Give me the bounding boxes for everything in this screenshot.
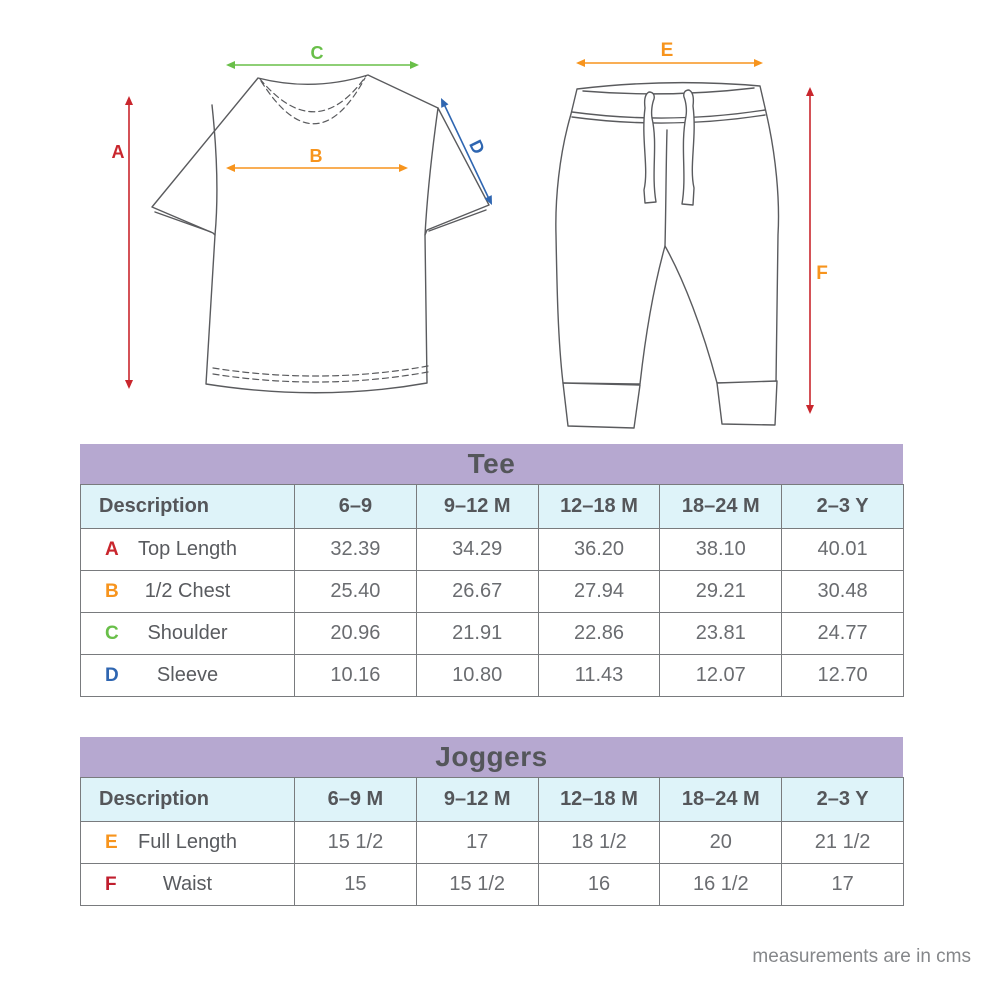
joggers-row-full-length-desc — [81, 822, 295, 864]
letter-d: D — [105, 664, 119, 686]
joggers-cuff-right — [717, 381, 777, 425]
value-cell: 21 1/2 — [782, 822, 904, 864]
dimension-arrow-a — [125, 96, 133, 389]
value-cell: 11.43 — [538, 655, 660, 697]
row-label: Shoulder — [147, 622, 228, 644]
value-cell: 20.96 — [295, 613, 417, 655]
tee-row-shoulder — [81, 613, 904, 655]
joggers-row-waist-desc — [81, 864, 295, 906]
row-label: Full Length — [138, 831, 237, 853]
value-cell: 10.16 — [295, 655, 417, 697]
tee-header-row — [81, 485, 904, 529]
tee-body-outline — [152, 75, 489, 393]
measurement-unit-note: measurements are in cms — [752, 946, 971, 967]
tee-row-top-length-desc — [81, 529, 295, 571]
value-cell: 15 1/2 — [295, 822, 417, 864]
joggers-col-description: Description — [81, 778, 295, 822]
tee-drawing — [152, 75, 489, 393]
joggers-col-size-3: 12–18 M — [538, 778, 660, 822]
garment-diagram — [0, 0, 1000, 440]
tee-row-shoulder-desc — [81, 613, 295, 655]
tee-label-b: B — [309, 146, 323, 166]
letter-a: A — [105, 538, 119, 560]
joggers-header-row — [81, 778, 904, 822]
value-cell: 17 — [416, 822, 538, 864]
tee-row-sleeve-desc — [81, 655, 295, 697]
value-cell: 15 — [295, 864, 417, 906]
value-cell: 17 — [782, 864, 904, 906]
tee-row-half-chest-desc — [81, 571, 295, 613]
joggers-table-title: Joggers — [80, 737, 903, 777]
value-cell: 38.10 — [660, 529, 782, 571]
value-cell: 16 — [538, 864, 660, 906]
tee-table — [80, 484, 904, 697]
tee-label-c: C — [310, 43, 324, 63]
tee-row-top-length — [81, 529, 904, 571]
value-cell: 15 1/2 — [416, 864, 538, 906]
value-cell: 36.20 — [538, 529, 660, 571]
value-cell: 10.80 — [416, 655, 538, 697]
tee-col-size-3: 12–18 M — [538, 485, 660, 529]
tee-col-size-4: 18–24 M — [660, 485, 782, 529]
joggers-label-e: E — [660, 40, 674, 61]
letter-c: C — [105, 622, 119, 644]
value-cell: 20 — [660, 822, 782, 864]
joggers-col-size-4: 18–24 M — [660, 778, 782, 822]
tee-size-table — [80, 444, 903, 697]
row-label: Sleeve — [156, 664, 219, 686]
tee-row-sleeve — [81, 655, 904, 697]
value-cell: 12.70 — [782, 655, 904, 697]
tee-col-size-2: 9–12 M — [416, 485, 538, 529]
value-cell: 40.01 — [782, 529, 904, 571]
joggers-body-outline — [556, 83, 779, 384]
value-cell: 23.81 — [660, 613, 782, 655]
tee-col-description: Description — [81, 485, 295, 529]
letter-e: E — [105, 831, 118, 853]
tee-col-size-1: 6–9 — [295, 485, 417, 529]
value-cell: 27.94 — [538, 571, 660, 613]
value-cell: 30.48 — [782, 571, 904, 613]
value-cell: 34.29 — [416, 529, 538, 571]
joggers-col-size-5: 2–3 Y — [782, 778, 904, 822]
value-cell: 29.21 — [660, 571, 782, 613]
joggers-label-f: F — [816, 263, 828, 284]
tee-label-d: D — [465, 136, 489, 158]
tee-label-a: A — [111, 142, 125, 162]
value-cell: 22.86 — [538, 613, 660, 655]
value-cell: 32.39 — [295, 529, 417, 571]
joggers-table — [80, 777, 904, 906]
value-cell: 18 1/2 — [538, 822, 660, 864]
row-label: 1/2 Chest — [144, 580, 231, 602]
value-cell: 21.91 — [416, 613, 538, 655]
tee-col-size-5: 2–3 Y — [782, 485, 904, 529]
joggers-col-size-1: 6–9 M — [295, 778, 417, 822]
joggers-col-size-2: 9–12 M — [416, 778, 538, 822]
tee-table-title: Tee — [80, 444, 903, 484]
joggers-cuff-left — [563, 383, 640, 428]
joggers-size-table — [80, 737, 903, 906]
dimension-arrow-f — [806, 87, 814, 414]
row-label: Waist — [162, 873, 213, 895]
value-cell: 26.67 — [416, 571, 538, 613]
letter-b: B — [105, 580, 119, 602]
value-cell: 25.40 — [295, 571, 417, 613]
row-label: Top Length — [138, 538, 237, 560]
joggers-row-full-length — [81, 822, 904, 864]
joggers-drawing — [556, 83, 779, 428]
value-cell: 24.77 — [782, 613, 904, 655]
tee-row-half-chest — [81, 571, 904, 613]
joggers-row-waist — [81, 864, 904, 906]
value-cell: 12.07 — [660, 655, 782, 697]
value-cell: 16 1/2 — [660, 864, 782, 906]
letter-f: F — [105, 873, 117, 895]
